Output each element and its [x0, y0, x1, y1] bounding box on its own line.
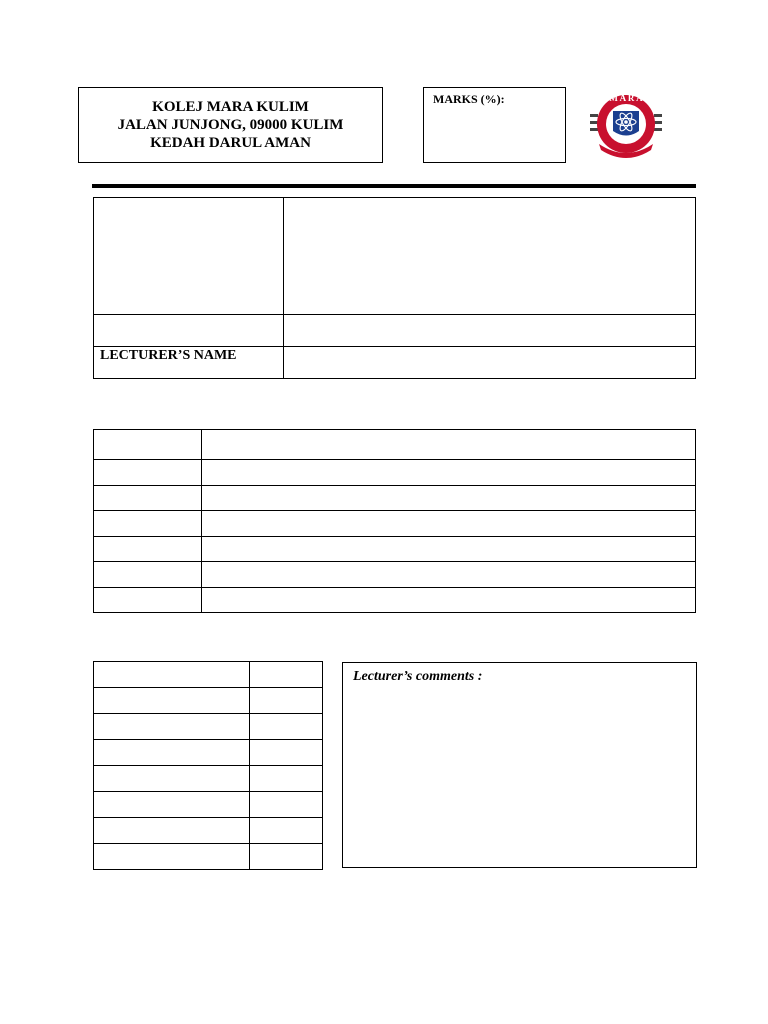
table-row — [94, 818, 323, 844]
score-cell[interactable] — [250, 662, 323, 688]
table-row — [94, 460, 696, 486]
table-row — [94, 486, 696, 511]
criteria-cell[interactable] — [94, 818, 250, 844]
score-cell[interactable] — [250, 688, 323, 714]
school-state: KEDAH DARUL AMAN — [150, 135, 311, 151]
info-value-cell[interactable] — [284, 315, 696, 347]
student-value-cell[interactable] — [202, 588, 696, 613]
table-row — [94, 198, 696, 315]
table-row — [94, 430, 696, 460]
student-value-cell[interactable] — [202, 460, 696, 486]
student-value-cell[interactable] — [202, 430, 696, 460]
student-label-cell[interactable] — [94, 430, 202, 460]
criteria-cell[interactable] — [94, 766, 250, 792]
table-row — [94, 347, 696, 379]
score-cell[interactable] — [250, 818, 323, 844]
table-row — [94, 766, 323, 792]
criteria-cell[interactable] — [94, 844, 250, 870]
student-label-cell[interactable] — [94, 562, 202, 588]
student-table — [93, 429, 696, 613]
student-label-cell[interactable] — [94, 537, 202, 562]
student-value-cell[interactable] — [202, 486, 696, 511]
student-label-cell[interactable] — [94, 460, 202, 486]
header-divider — [92, 184, 696, 188]
score-cell[interactable] — [250, 792, 323, 818]
info-label-cell[interactable] — [94, 315, 284, 347]
info-table — [93, 197, 696, 379]
school-name: KOLEJ MARA KULIM — [152, 99, 309, 115]
table-row — [94, 537, 696, 562]
marks-breakdown-table — [93, 661, 323, 870]
table-row — [94, 844, 323, 870]
student-label-cell[interactable] — [94, 486, 202, 511]
score-cell[interactable] — [250, 740, 323, 766]
table-row — [94, 792, 323, 818]
table-row — [94, 714, 323, 740]
lecturer-comments-label: Lecturer’s comments : — [353, 669, 483, 684]
lecturer-comments-text[interactable] — [353, 691, 686, 859]
table-row — [94, 562, 696, 588]
table-row — [94, 662, 323, 688]
criteria-cell[interactable] — [94, 688, 250, 714]
school-address-box — [78, 87, 383, 163]
marks-label: MARKS (%): — [433, 92, 505, 106]
table-row — [94, 315, 696, 347]
lecturer-name-field[interactable] — [284, 347, 696, 379]
student-value-cell[interactable] — [202, 537, 696, 562]
table-row — [94, 740, 323, 766]
student-label-cell[interactable] — [94, 511, 202, 537]
info-label-cell[interactable] — [94, 198, 284, 315]
score-cell[interactable] — [250, 714, 323, 740]
mara-college-crest-icon — [584, 86, 668, 166]
logo-text: M A R A — [609, 93, 643, 103]
table-row — [94, 511, 696, 537]
student-label-cell[interactable] — [94, 588, 202, 613]
score-cell[interactable] — [250, 766, 323, 792]
lecturer-name-label: LECTURER’S NAME — [100, 348, 237, 363]
criteria-cell[interactable] — [94, 714, 250, 740]
criteria-cell[interactable] — [94, 662, 250, 688]
student-value-cell[interactable] — [202, 562, 696, 588]
school-street: JALAN JUNJONG, 09000 KULIM — [117, 117, 344, 133]
lecturer-name-label-cell — [94, 347, 284, 379]
student-value-cell[interactable] — [202, 511, 696, 537]
info-value-cell[interactable] — [284, 198, 696, 315]
lecturer-comments-box[interactable] — [342, 662, 697, 868]
criteria-cell[interactable] — [94, 792, 250, 818]
criteria-cell[interactable] — [94, 740, 250, 766]
table-row — [94, 688, 323, 714]
score-cell[interactable] — [250, 844, 323, 870]
table-row — [94, 588, 696, 613]
marks-box[interactable] — [423, 87, 566, 163]
